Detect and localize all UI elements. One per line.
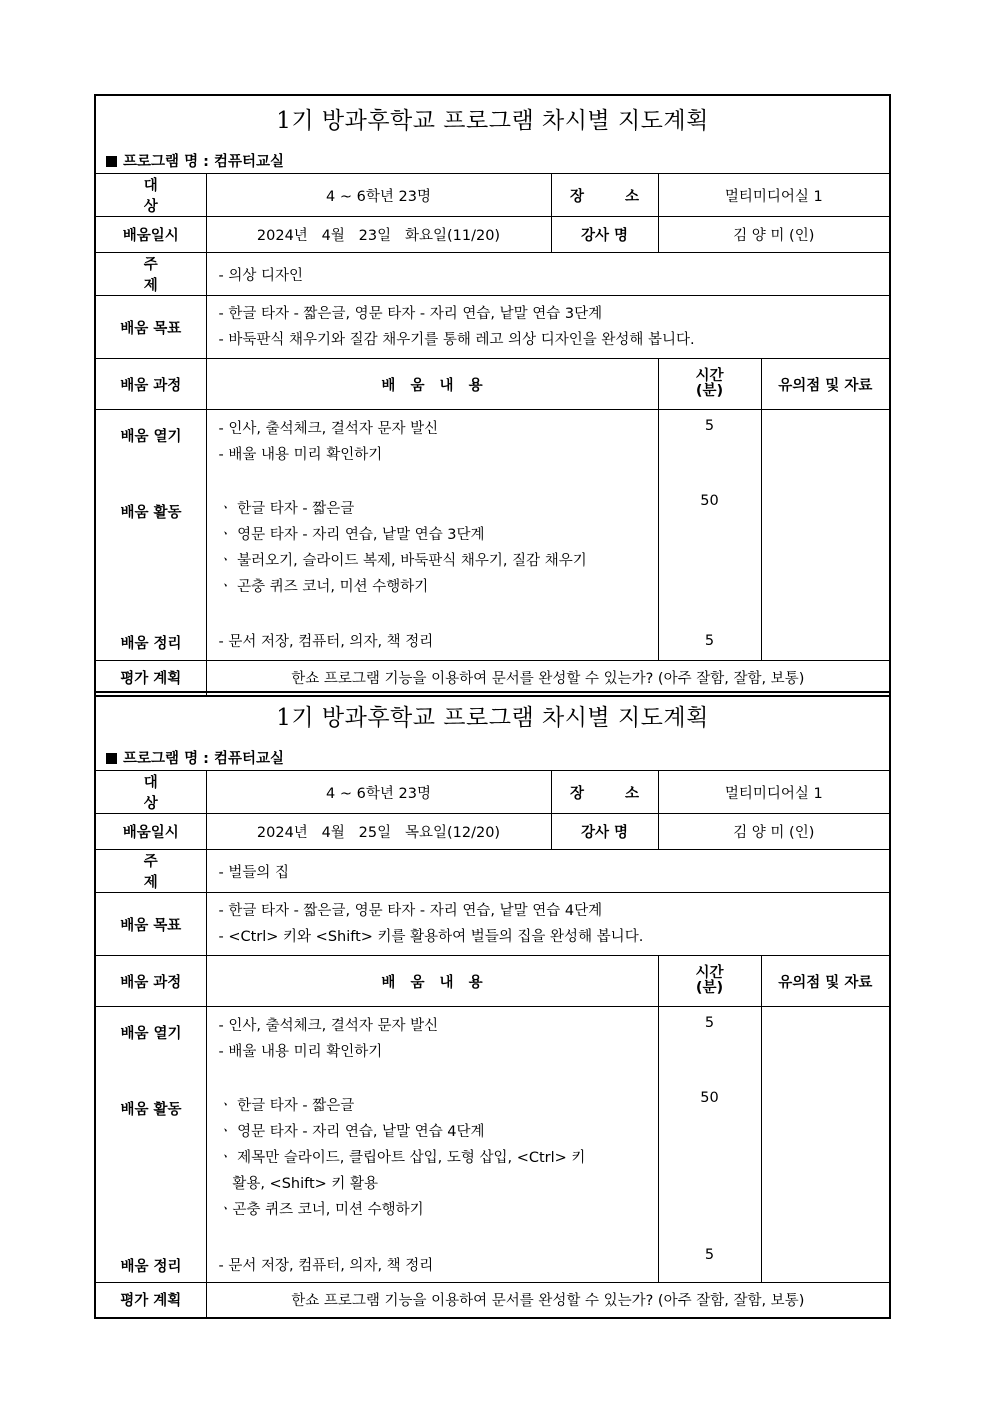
lesson-plan-table — [94, 94, 891, 697]
activity-content — [219, 496, 587, 600]
notes-column — [761, 1007, 890, 1283]
time-column — [658, 410, 761, 661]
time-header — [658, 956, 761, 1007]
goal-line: - 바둑판식 채우기와 질감 채우기를 통해 레고 의상 디자인을 완성해 봅니다. — [218, 332, 695, 348]
activity-line: ㆍ 영문 타자 - 자리 연습, 낱말 연습 3단계 — [218, 527, 485, 543]
page-title: 1기 방과후학교 프로그램 차시별 지도계획 — [276, 705, 709, 731]
header-cell — [95, 95, 890, 174]
open-label: 배움 열기 — [120, 429, 182, 445]
program-name — [96, 138, 889, 171]
date-label: 배움일시 — [95, 814, 206, 850]
topic-label: 주 제 — [95, 850, 206, 893]
close-line: - 문서 저장, 컴퓨터, 의자, 책 정리 — [218, 1258, 434, 1274]
activity-time: 50 — [700, 493, 719, 509]
content-column — [206, 1007, 658, 1283]
time-header-line1: 시간 — [695, 965, 724, 981]
place-label: 장 소 — [551, 174, 658, 217]
date-value: 2024년 4월 25일 목요일(12/20) — [206, 814, 551, 850]
close-label: 배움 정리 — [120, 1259, 182, 1275]
teacher-value: 김 양 미 (인) — [658, 814, 890, 850]
open-line: - 배울 내용 미리 확인하기 — [218, 447, 383, 463]
content-header: 배 움 내 용 — [206, 359, 658, 410]
close-line: - 문서 저장, 컴퓨터, 의자, 책 정리 — [218, 634, 434, 650]
target-value: 4 ~ 6학년 23명 — [206, 174, 551, 217]
activity-line: ㆍ 곤충 퀴즈 코너, 미션 수행하기 — [218, 579, 429, 595]
program-name-label: 프로그램 명 : 컴퓨터교실 — [123, 751, 285, 767]
place-value: 멀티미디어실 1 — [658, 174, 890, 217]
topic-value: - 벌들의 집 — [206, 850, 890, 893]
eval-label: 평가 계획 — [95, 661, 206, 696]
goal-line: - 한글 타자 - 짧은글, 영문 타자 - 자리 연습, 낱말 연습 3단계 — [218, 306, 603, 322]
goal-label: 배움 목표 — [95, 296, 206, 359]
lesson-plan-2 — [94, 691, 889, 1319]
notes-header: 유의점 및 자료 — [761, 359, 890, 410]
date-label: 배움일시 — [95, 217, 206, 253]
open-label: 배움 열기 — [120, 1026, 182, 1042]
activity-label: 배움 활동 — [120, 505, 182, 521]
open-time: 5 — [704, 1015, 715, 1031]
open-line: - 인사, 출석체크, 결석자 문자 발신 — [218, 421, 439, 437]
activity-label: 배움 활동 — [120, 1102, 182, 1118]
process-header: 배움 과정 — [95, 956, 206, 1007]
close-time: 5 — [704, 633, 715, 649]
time-header — [658, 359, 761, 410]
activity-line: ㆍ 한글 타자 - 짧은글 — [218, 501, 355, 517]
activity-line: ㆍ 한글 타자 - 짧은글 — [218, 1098, 355, 1114]
square-bullet-icon — [106, 156, 117, 167]
header-cell — [95, 692, 890, 771]
activity-line: 활용, <Shift> 키 활용 — [218, 1176, 379, 1192]
process-column — [95, 1007, 206, 1283]
content-header: 배 움 내 용 — [206, 956, 658, 1007]
square-bullet-icon — [106, 753, 117, 764]
program-name-label: 프로그램 명 : 컴퓨터교실 — [123, 154, 285, 170]
eval-value: 한쇼 프로그램 기능을 이용하여 문서를 완성할 수 있는가? (아주 잘함, 잘함, 보통) — [206, 661, 890, 696]
eval-value: 한쇼 프로그램 기능을 이용하여 문서를 완성할 수 있는가? (아주 잘함, 잘함, 보통) — [206, 1283, 890, 1318]
date-value: 2024년 4월 23일 화요일(11/20) — [206, 217, 551, 253]
target-value: 4 ~ 6학년 23명 — [206, 771, 551, 814]
close-content — [219, 629, 434, 655]
goal-line: - 한글 타자 - 짧은글, 영문 타자 - 자리 연습, 낱말 연습 4단계 — [218, 903, 603, 919]
target-label: 대 상 — [95, 174, 206, 217]
lesson-plan-table — [94, 691, 891, 1319]
process-column — [95, 410, 206, 661]
time-header-line1: 시간 — [695, 368, 724, 384]
content-column — [206, 410, 658, 661]
activity-line: ㆍ 불러오기, 슬라이드 복제, 바둑판식 채우기, 질감 채우기 — [218, 553, 587, 569]
activity-line: ㆍ곤충 퀴즈 코너, 미션 수행하기 — [218, 1202, 424, 1218]
teacher-label: 강사 명 — [551, 217, 658, 253]
lesson-plan-1 — [94, 94, 889, 697]
notes-header: 유의점 및 자료 — [761, 956, 890, 1007]
page-title: 1기 방과후학교 프로그램 차시별 지도계획 — [276, 108, 709, 134]
place-label: 장 소 — [551, 771, 658, 814]
teacher-value: 김 양 미 (인) — [658, 217, 890, 253]
activity-line: ㆍ 제목만 슬라이드, 클립아트 삽입, 도형 삽입, <Ctrl> 키 — [218, 1150, 586, 1166]
open-line: - 배울 내용 미리 확인하기 — [218, 1044, 383, 1060]
open-content — [219, 416, 439, 468]
eval-label: 평가 계획 — [95, 1283, 206, 1318]
program-name — [96, 735, 889, 768]
open-time: 5 — [704, 418, 715, 434]
goal-line: - <Ctrl> 키와 <Shift> 키를 활용하여 벌들의 집을 완성해 봅니다. — [218, 929, 644, 945]
time-header-line2: (분) — [695, 383, 724, 399]
activity-content — [219, 1093, 586, 1223]
notes-column — [761, 410, 890, 661]
goal-value — [206, 296, 890, 359]
activity-time: 50 — [700, 1090, 719, 1106]
open-content — [219, 1013, 439, 1065]
topic-label: 주 제 — [95, 253, 206, 296]
teacher-label: 강사 명 — [551, 814, 658, 850]
time-column — [658, 1007, 761, 1283]
topic-value: - 의상 디자인 — [206, 253, 890, 296]
time-header-line2: (분) — [695, 980, 724, 996]
activity-line: ㆍ 영문 타자 - 자리 연습, 낱말 연습 4단계 — [218, 1124, 485, 1140]
close-time: 5 — [704, 1247, 715, 1263]
close-content — [219, 1253, 434, 1279]
close-label: 배움 정리 — [120, 636, 182, 652]
target-label: 대 상 — [95, 771, 206, 814]
place-value: 멀티미디어실 1 — [658, 771, 890, 814]
goal-value — [206, 893, 890, 956]
process-header: 배움 과정 — [95, 359, 206, 410]
open-line: - 인사, 출석체크, 결석자 문자 발신 — [218, 1018, 439, 1034]
goal-label: 배움 목표 — [95, 893, 206, 956]
